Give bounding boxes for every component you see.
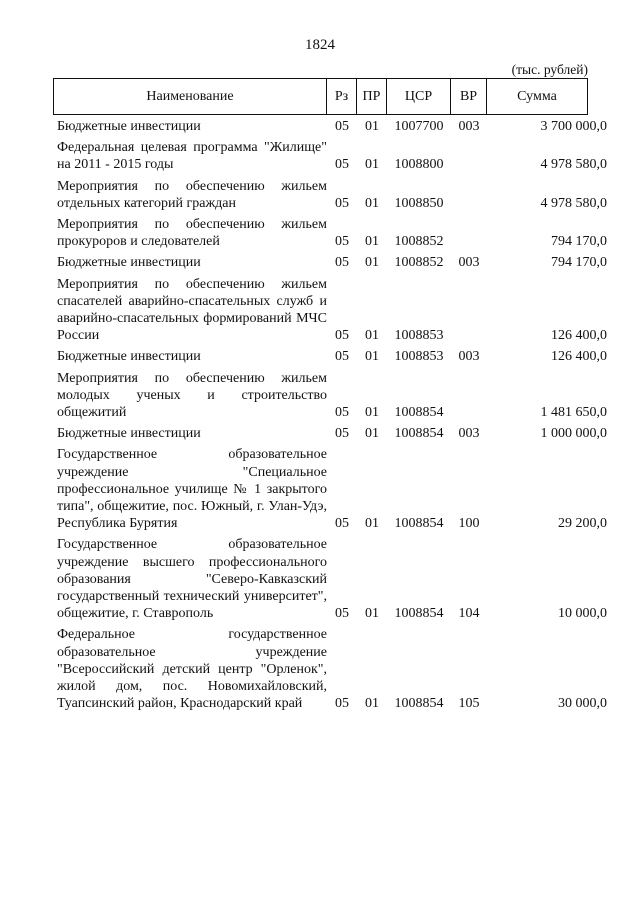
row-rz: 05 [335,328,349,344]
row-sum: 1 000 000,0 [540,426,607,442]
table-row [0,425,640,442]
column-header-name: Наименование [54,79,327,114]
row-vr: 104 [458,606,480,622]
row-csr: 1008853 [394,349,444,365]
row-rz: 05 [335,606,349,622]
row-name: Мероприятия по обеспечению жильем прокуроров и следователей [57,217,327,250]
table-row [0,254,640,271]
table-row [0,370,640,422]
row-vr: 003 [458,426,480,442]
row-sum: 1 481 650,0 [540,405,607,421]
table-row [0,118,640,135]
column-header-vr: ВР [451,79,487,114]
row-csr: 1008852 [394,255,444,271]
row-csr: 1008853 [394,328,444,344]
row-csr: 1008854 [394,606,444,622]
row-pr: 01 [365,119,379,134]
row-sum: 126 400,0 [551,328,607,344]
row-csr: 1008852 [394,234,444,250]
row-rz: 05 [335,426,349,442]
table-row [0,536,640,622]
table-header [53,78,588,115]
table-row [0,276,640,345]
row-rz: 05 [335,255,349,271]
row-name: Бюджетные инвестиции [57,255,201,271]
row-sum: 3 700 000,0 [540,119,607,134]
row-vr: 003 [458,349,480,365]
row-vr: 003 [458,255,480,271]
row-sum: 10 000,0 [558,606,607,622]
column-header-sum: Сумма [517,88,557,104]
row-sum: 29 200,0 [558,516,607,532]
row-pr: 01 [365,234,379,250]
table-row [0,139,640,173]
column-header-rz: Рз [327,79,357,114]
row-sum: 794 170,0 [551,255,607,271]
units-label: (тыс. рублей) [511,62,588,77]
row-name: Государственное образовательное учреждение "Специальное профессиональное училище № 1 закрытого типа", общежитие, пос. Южный, г. Улан-Удэ, Республика Бурятия [57,447,327,532]
row-vr: 100 [458,516,480,532]
table-row [0,178,640,212]
row-pr: 01 [365,255,379,271]
row-sum: 794 170,0 [551,234,607,250]
row-csr: 1008800 [394,157,444,173]
row-vr: 003 [458,119,480,134]
row-rz: 05 [335,119,349,134]
column-header-csr: ЦСР [387,79,451,114]
row-csr: 1008854 [394,426,444,442]
row-pr: 01 [365,606,379,622]
row-csr: 1008854 [394,516,444,532]
row-name: Федеральное государственное образовательное учреждение "Всероссийский детский центр "Орленок", жилой дом, пос. Новомихайловский, Туапсинский район, Краснодарский край [57,627,327,712]
row-name: Мероприятия по обеспечению жильем отдельных категорий граждан [57,178,327,211]
row-pr: 01 [365,696,379,712]
row-rz: 05 [335,195,349,211]
row-vr: 105 [458,696,480,712]
row-name: Бюджетные инвестиции [57,349,201,365]
column-header-pr: ПР [357,79,387,114]
row-name: Мероприятия по обеспечению жильем молодых ученых и строительство общежитий [57,370,327,421]
row-csr: 1007700 [394,119,444,134]
row-sum: 126 400,0 [551,349,607,365]
row-pr: 01 [365,195,379,211]
row-pr: 01 [365,405,379,421]
table-body [0,118,640,717]
row-name: Государственное образовательное учреждение высшего профессионального образования "Северо-Кавказский государственный технический университет", общежитие, г. Ставрополь [57,537,327,622]
row-rz: 05 [335,349,349,365]
table-row [0,216,640,250]
row-sum: 30 000,0 [558,696,607,712]
row-csr: 1008850 [394,195,444,211]
row-pr: 01 [365,349,379,365]
row-name: Бюджетные инвестиции [57,426,201,442]
page-number: 1824 [305,37,335,53]
table-row [0,348,640,365]
row-pr: 01 [365,426,379,442]
row-rz: 05 [335,157,349,173]
row-pr: 01 [365,516,379,532]
row-name: Мероприятия по обеспечению жильем спасателей аварийно-спасательных служб и аварийно-спасательных формирований МЧС России [57,276,327,344]
table-row [0,446,640,532]
row-pr: 01 [365,157,379,173]
table-row [0,626,640,712]
row-rz: 05 [335,234,349,250]
row-name: Федеральная целевая программа "Жилище" на 2011 - 2015 годы [57,140,327,173]
row-csr: 1008854 [394,405,444,421]
row-pr: 01 [365,328,379,344]
row-rz: 05 [335,405,349,421]
row-sum: 4 978 580,0 [540,195,607,211]
row-rz: 05 [335,696,349,712]
row-rz: 05 [335,516,349,532]
row-sum: 4 978 580,0 [540,157,607,173]
row-name: Бюджетные инвестиции [57,119,201,134]
row-csr: 1008854 [394,696,444,712]
